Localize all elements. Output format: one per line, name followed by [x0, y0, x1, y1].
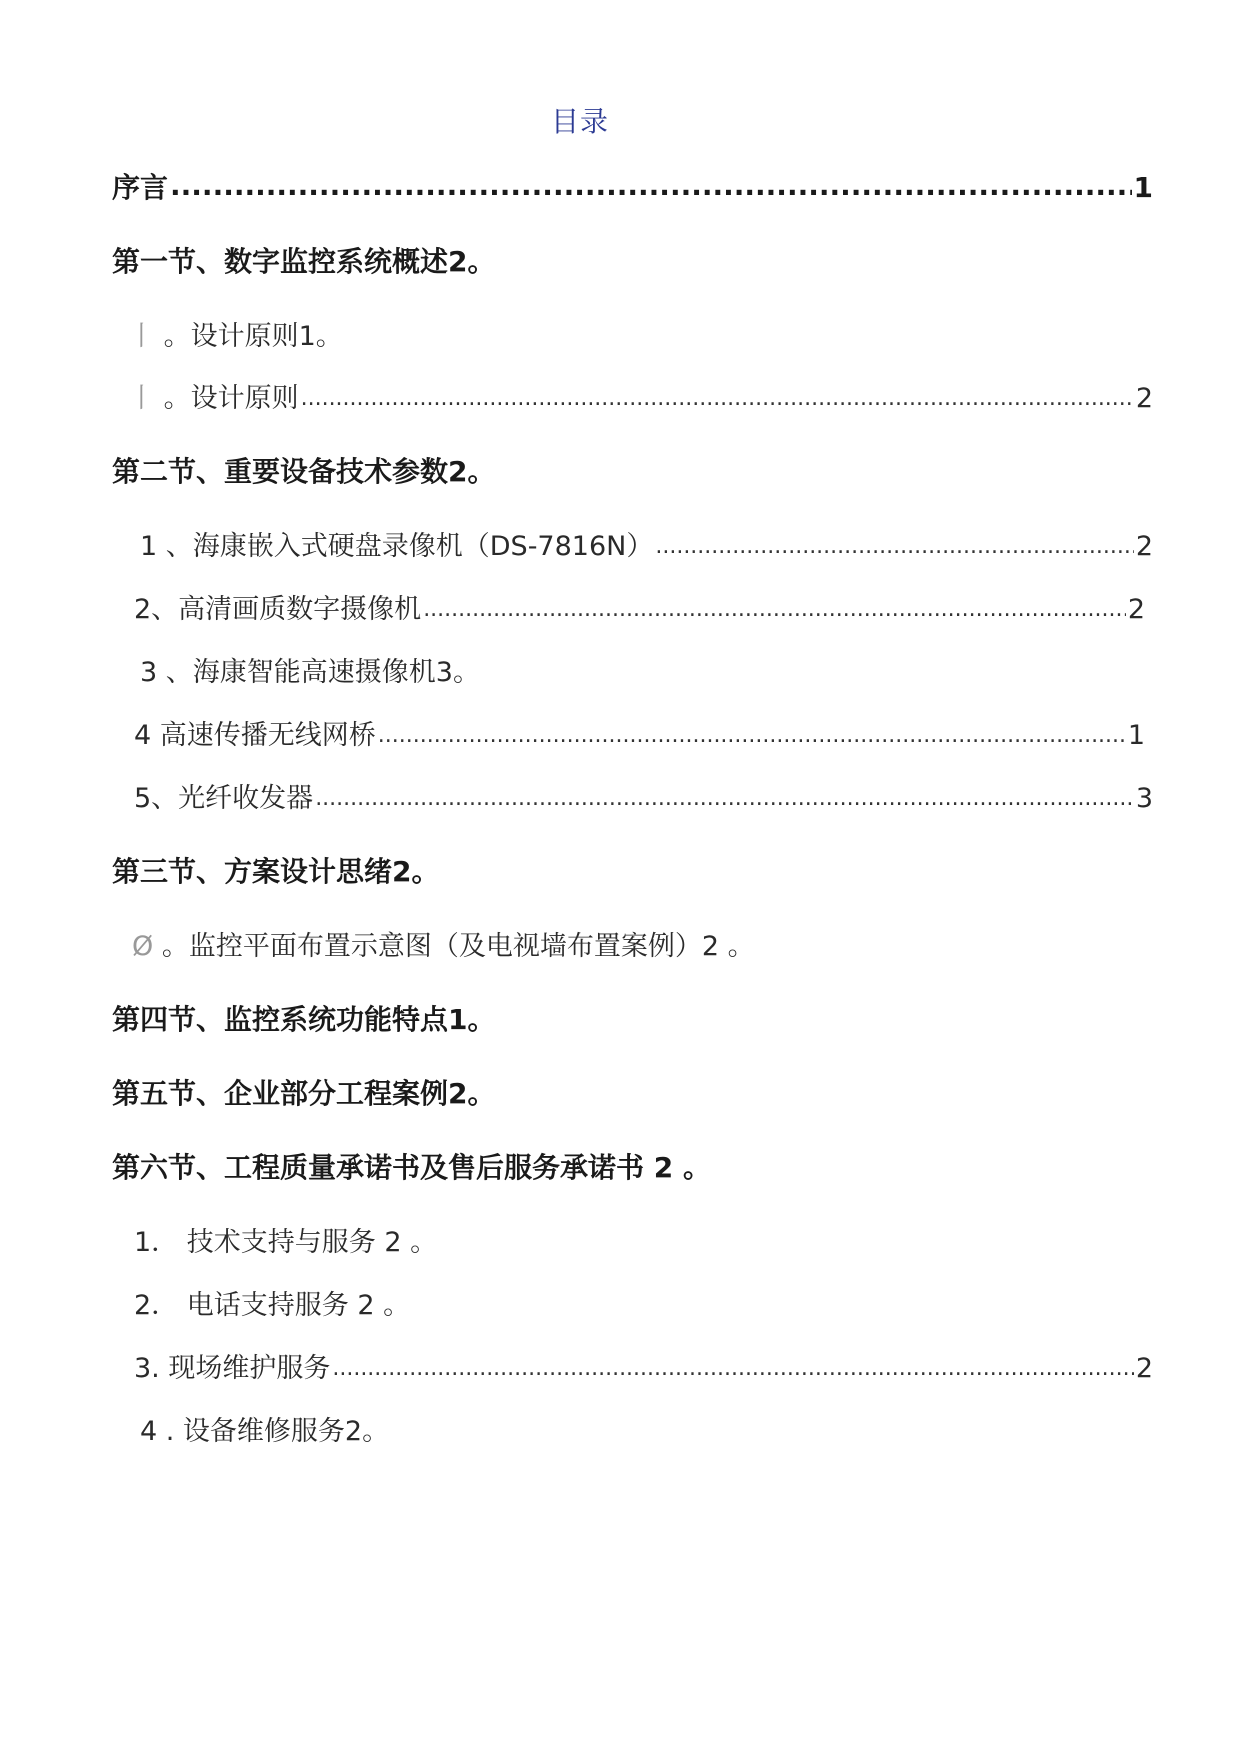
- toc-page-number: 3: [1135, 783, 1153, 814]
- toc-entry-equipment-repair[interactable]: [140, 1409, 1153, 1448]
- toc-entry-text: 第六节、工程质量承诺书及售后服务承诺书 2 。: [112, 1151, 711, 1184]
- toc-page-number: 1: [1133, 171, 1153, 204]
- toc-entry-section-5[interactable]: [112, 1072, 1153, 1112]
- toc-page-number: 2: [1127, 594, 1145, 625]
- toc-entry-text: 第二节、重要设备技术参数2。: [112, 455, 496, 488]
- toc-entry-speed-dome[interactable]: [140, 650, 1153, 689]
- toc-dot-leader: [378, 718, 1126, 749]
- toc-entry-text: 第五节、企业部分工程案例2。: [112, 1077, 496, 1110]
- toc-entry-text: 。监控平面布置示意图（及电视墙布置案例）2 。: [161, 931, 755, 962]
- toc-entry-text: 第四节、监控系统功能特点1。: [112, 1003, 496, 1036]
- toc-entry-section-2[interactable]: [112, 450, 1153, 490]
- bullet-bar-icon: 丨: [128, 321, 155, 352]
- toc-dot-leader: [170, 169, 1132, 202]
- toc-entry-text: 4 . 设备维修服务2。: [140, 1416, 390, 1447]
- toc-entry-section-6[interactable]: [112, 1146, 1153, 1186]
- toc-entry-design-principle-a[interactable]: [128, 314, 1153, 353]
- toc-entry-text: 3 、海康智能高速摄像机3。: [140, 657, 480, 688]
- toc-page-number: 2: [1135, 1353, 1153, 1384]
- toc-dot-leader: [315, 781, 1134, 812]
- toc-page-number: 2: [1135, 383, 1153, 414]
- toc-entry-text: 。设计原则1。: [163, 321, 343, 352]
- toc-entry-text: 第三节、方案设计思绪2。: [112, 855, 440, 888]
- toc-entry-wireless-bridge[interactable]: [134, 713, 1145, 752]
- toc-entry-preface[interactable]: [112, 166, 1153, 206]
- toc-entry-onsite-maintenance[interactable]: [134, 1346, 1153, 1385]
- toc-entry-text: 3. 现场维护服务: [134, 1353, 331, 1384]
- toc-entry-section-3[interactable]: [112, 850, 1153, 890]
- toc-entry-dvr[interactable]: [140, 524, 1153, 563]
- toc-entry-text: 1 、海康嵌入式硬盘录像机（DS-7816N）: [140, 531, 654, 562]
- toc-entry-section-1[interactable]: [112, 240, 1153, 280]
- toc-page-number: 2: [1135, 531, 1153, 562]
- toc-entry-text: 2． 电话支持服务 2 。: [134, 1290, 411, 1321]
- toc-entry-design-principle-b[interactable]: [128, 376, 1153, 415]
- toc-dot-leader: [301, 381, 1134, 412]
- toc-entry-text: 5、光纤收发器: [134, 783, 314, 814]
- toc-dot-leader: [655, 529, 1133, 560]
- page-title: 目录: [550, 105, 609, 138]
- toc-entry-text: 序言: [112, 171, 169, 204]
- toc-entry-text: 第一节、数字监控系统概述2。: [112, 245, 496, 278]
- toc-page-number: 1: [1127, 720, 1145, 751]
- toc-entry-text: 。设计原则: [163, 383, 299, 414]
- toc-entry-phone-support[interactable]: [134, 1283, 1153, 1322]
- toc-entry-hd-camera[interactable]: [134, 587, 1145, 626]
- bullet-bar-icon: 丨: [128, 383, 155, 414]
- toc-entry-text: 1． 技术支持与服务 2 。: [134, 1227, 438, 1258]
- bullet-arrow-icon: Ø: [132, 931, 154, 962]
- toc-entry-text: 4 高速传播无线网桥: [134, 720, 376, 751]
- toc-entry-floor-plan[interactable]: [132, 924, 1153, 963]
- toc-entry-tech-support[interactable]: [134, 1220, 1153, 1259]
- toc-dot-leader: [423, 592, 1126, 623]
- toc-entry-text: 2、高清画质数字摄像机: [134, 594, 422, 625]
- toc-dot-leader: [332, 1351, 1133, 1382]
- toc-entry-section-4[interactable]: [112, 998, 1153, 1038]
- toc-entry-fiber-transceiver[interactable]: [134, 776, 1153, 815]
